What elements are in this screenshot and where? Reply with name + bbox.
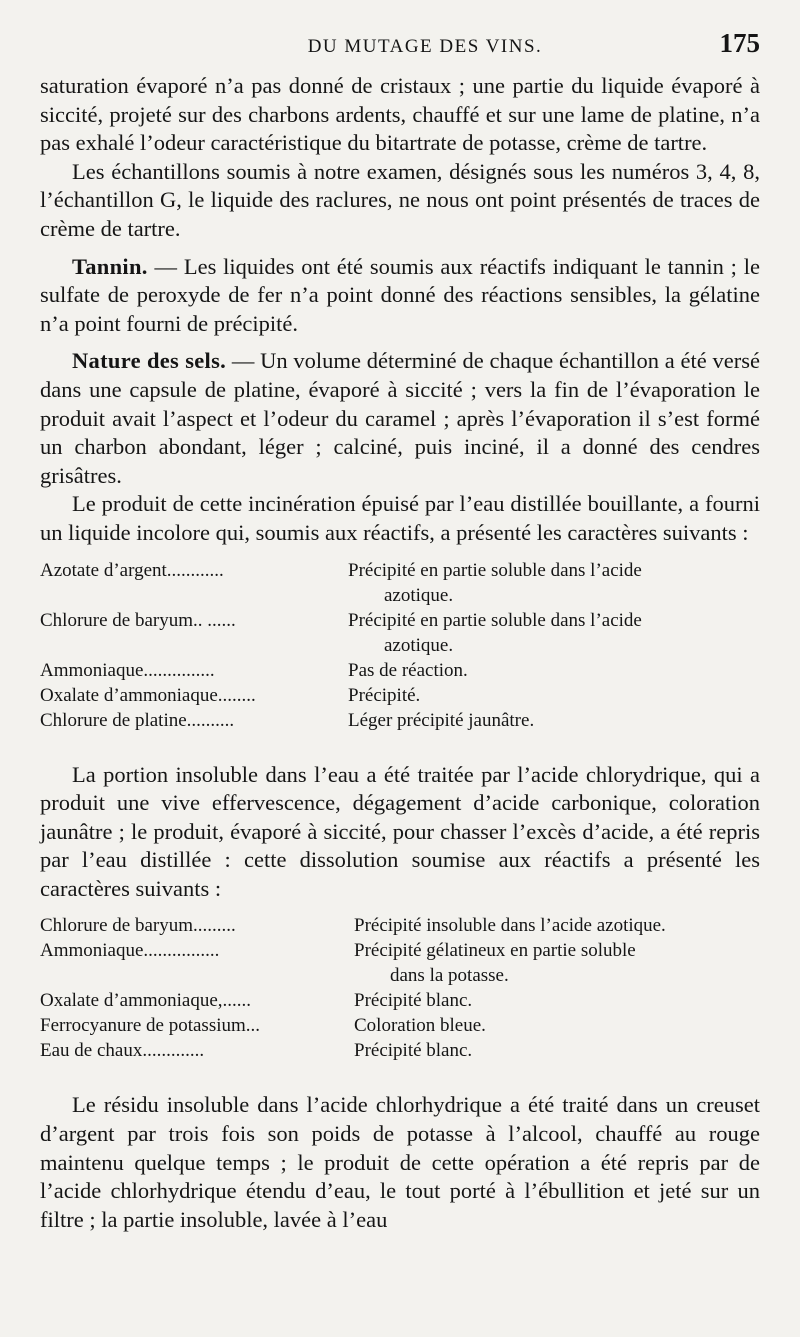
paragraph-samples: Les échantillons soumis à notre examen, désignés sous les numéros 3, 4, 8, l’échantillon G, le liquide des raclures, ne nous ont point présentés de traces de crème de tartre. (40, 158, 760, 241)
reagent-name: Ammoniaque................ (40, 940, 220, 962)
table-row (40, 938, 758, 988)
table-row (40, 913, 758, 938)
reagent-name: Oxalate d’ammoniaque,...... (40, 990, 252, 1012)
reagent-result: Précipité blanc. (354, 1040, 473, 1062)
reagent-result: Précipité gélatineux en partie soluble dans la potasse. (354, 940, 636, 987)
reagent-name: Azotate d’argent............ (40, 559, 224, 581)
reagent-result: Coloration bleue. (354, 1015, 486, 1037)
table-row (40, 988, 758, 1013)
reagent-name: Chlorure de baryum.. ...... (40, 609, 236, 631)
reagent-result: Léger précipité jaunâtre. (348, 709, 535, 731)
table-row (40, 658, 758, 683)
section-heading-sels: Nature des sels. (72, 348, 227, 374)
reagent-result: Précipité. (348, 684, 421, 706)
reagent-name: Oxalate d’ammoniaque........ (40, 684, 256, 706)
section-heading-tannin: Tannin. (72, 253, 148, 279)
paragraph-insoluble-portion: La portion insoluble dans l’eau a été traitée par l’acide chlorydrique, qui a produit une vive effervescence, dégagement d’acide carbonique, coloration jaunâtre ; le produit, évaporé à siccité, pour chasser l’excès d’acide, a été repris par l’eau distillée : cette dissolution soumise aux réactifs a présenté les caractères suivants : (40, 761, 760, 901)
tannin-text: — Les liquides ont été soumis aux réactifs indiquant le tannin ; le sulfate de peroxyde de fer n’a point donné des réactions sensibles, la gélatine n’a point fourni de précipité. (40, 253, 760, 336)
running-title: DU MUTAGE DES VINS. (307, 36, 543, 57)
table-row (40, 1013, 758, 1038)
paragraph-continuation: saturation évaporé n’a pas donné de cristaux ; une partie du liquide évaporé à siccité, projeté sur des charbons ardents, chauffé et sur une lame de platine, n’a pas exhalé l’odeur caractéristique du bitartrate de potasse, crème de tartre. (40, 73, 760, 156)
document-page (40, 28, 760, 1234)
sels-text: — Un volume déterminé de chaque échantillon a été versé dans une capsule de platine, évaporé à siccité ; vers la fin de l’évaporation le produit avait l’aspect et l’odeur du caramel ; après l’évaporation il s’est formé un charbon abondant, léger ; calciné, puis inciné, il a donné des cendres grisâtres. (40, 348, 760, 488)
reagent-result: Précipité insoluble dans l’acide azotique. (354, 915, 666, 937)
reagent-name: Chlorure de platine.......... (40, 709, 235, 731)
reagents-table-2 (40, 913, 758, 1063)
table-row (40, 1038, 758, 1063)
paragraph-tannin (40, 253, 760, 339)
reagent-result: Précipité en partie soluble dans l’acide azotique. (348, 609, 642, 656)
reagent-name: Eau de chaux............. (40, 1040, 205, 1062)
reagent-name: Ammoniaque............... (40, 659, 215, 681)
table-row (40, 608, 758, 658)
reagent-name: Chlorure de baryum......... (40, 915, 236, 937)
page-number: 175 (719, 28, 760, 58)
reagent-result: Pas de réaction. (348, 659, 468, 681)
table-row (40, 683, 758, 708)
table-row (40, 558, 758, 608)
reagent-result: Précipité blanc. (354, 990, 473, 1012)
page-header (40, 28, 760, 72)
paragraph-incineration: Le produit de cette incinération épuisé par l’eau distillée bouillante, a fourni un liquide incolore qui, soumis aux réactifs, a présenté les caractères suivants : (40, 491, 760, 545)
paragraph-residue: Le résidu insoluble dans l’acide chlorhydrique a été traité dans un creuset d’argent par trois fois son poids de potasse à l’alcool, chauffé au rouge maintenu quelque temps ; le produit de cette opération a été repris par de l’acide chlorhydrique étendu d’eau, le tout porté à l’ébullition et jeté sur un filtre ; la partie insoluble, lavée à l’eau (40, 1092, 760, 1232)
reagents-table-1 (40, 558, 758, 733)
table-row (40, 708, 758, 733)
reagent-name: Ferrocyanure de potassium... (40, 1015, 261, 1037)
paragraph-nature-des-sels (40, 347, 760, 490)
reagent-result: Précipité en partie soluble dans l’acide azotique. (348, 559, 642, 606)
